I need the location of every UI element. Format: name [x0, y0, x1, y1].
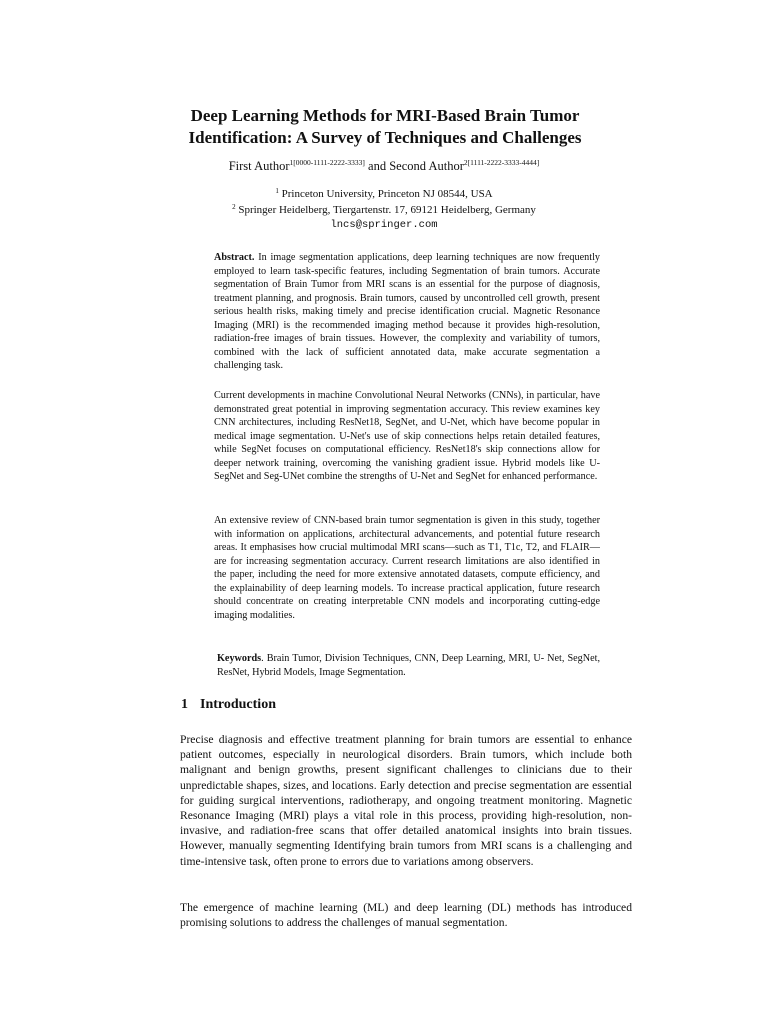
first-author-name: First Author — [228, 159, 290, 173]
second-author-name: Second Author — [389, 159, 464, 173]
contact-email[interactable]: lncs@springer.com — [330, 219, 438, 231]
first-author-orcid: 1[0000-1111-2222-3333] — [289, 158, 365, 167]
keywords — [217, 652, 600, 679]
author-line — [0, 158, 768, 174]
affiliation-2 — [0, 203, 768, 219]
intro-paragraph-2: The emergence of machine learning (ML) and deep learning (DL) methods has introduced promising solutions to address the challenges of manual segmentation. — [180, 901, 632, 930]
title-line-2: Identification: A Survey of Techniques and Challenges — [188, 128, 582, 147]
abstract-paragraph-2: Current developments in machine Convolutional Neural Networks (CNNs), in particular, have demonstrated great potential in improving segmentation accuracy. This review examines key CNN architectures, including ResNet18, SegNet, and U-Net, which have become popular in medical image segmentation. U-Net's use of skip connections helps retain detailed features, while SegNet focuses on computational efficiency. ResNet18's skip connections allow for deeper network training, overcoming the vanishing gradient issue. Hybrid models like U-SegNet and Seg-UNet combine the strengths of U-Net and SegNet for enhanced performance. — [214, 390, 600, 482]
second-author-orcid: 2[1111-2222-3333-4444] — [463, 158, 540, 167]
affiliation-1-text: Princeton University, Princeton NJ 08544, USA — [278, 188, 493, 200]
paper-title — [150, 105, 620, 149]
section-heading-introduction — [181, 697, 276, 713]
intro-paragraph-1: Precise diagnosis and effective treatment planning for brain tumors are essential to enhance patient outcomes, especially in neurological disorders. Brain tumors, which include both malignant and benign growths, present significant challenges to clinicians due to their unpredictable shapes, sizes, and locations. Early detection and precise segmentation are essential for guiding surgical interventions, radiotherapy, and ongoing treatment monitoring. Magnetic Resonance Imaging (MRI) plays a vital role in this process, providing high-resolution, non-invasive, and radiation-free scans that offer detailed anatomical insights into brain tissues. However, manually segmenting Identifying brain tumors from MRI scans is a challenging and time-intensive task, often prone to errors due to variations among observers. — [180, 733, 632, 868]
abstract-paragraph-3: An extensive review of CNN-based brain tumor segmentation is given in this study, together with information on applications, architectural advancements, and potential future research areas. It emphasises how crucial multimodal MRI scans—such as T1, T1c, T2, and FLAIR—are for increasing segmentation accuracy. Current research limitations are also identified in the paper, including the need for more extensive annotated datasets, compute efficiency, and the explainability of deep learning models. To increase practical application, future research should concentrate on creating interpretable CNN models and incorporating cutting-edge imaging modalities. — [214, 515, 600, 621]
affiliation-1-number: 1 — [275, 187, 279, 195]
section-title: Introduction — [200, 697, 276, 712]
abstract-label: Abstract. — [214, 252, 255, 263]
section-number: 1 — [181, 697, 188, 712]
keywords-label: Keywords — [217, 653, 262, 664]
author-connector: and — [364, 159, 390, 173]
abstract-p1-text: In image segmentation applications, deep learning techniques are now frequently employed to learn task-specific features, including Segmentation of brain tumors. Accurate segmentation of Brain Tumor from MRI scans is an essential for the purpose of diagnosis, treatment planning, and prognosis. Brain tumors, caused by uncontrolled cell growth, present serious health risks, making timely and precise identification crucial. Magnetic Resonance Imaging (MRI) is the recommended imaging method because it provides high-resolution, radiation-free images of brain tissues. However, the complexity and variability of tumors, combined with the lack of sufficient annotated data, make accurate segmentation a challenging task. — [214, 252, 600, 371]
affiliations — [0, 187, 768, 234]
abstract-paragraph-1 — [214, 251, 600, 373]
keywords-text: . Brain Tumor, Division Techniques, CNN, Deep Learning, MRI, U- Net, SegNet, ResNet, Hybrid Models, Image Segmentation. — [217, 653, 600, 678]
affiliation-2-text: Springer Heidelberg, Tiergartenstr. 17, 69121 Heidelberg, Germany — [235, 203, 536, 216]
affiliation-1 — [0, 187, 768, 203]
affiliation-2-number: 2 — [232, 202, 236, 211]
title-line-1: Deep Learning Methods for MRI-Based Brain Tumor — [190, 106, 580, 125]
